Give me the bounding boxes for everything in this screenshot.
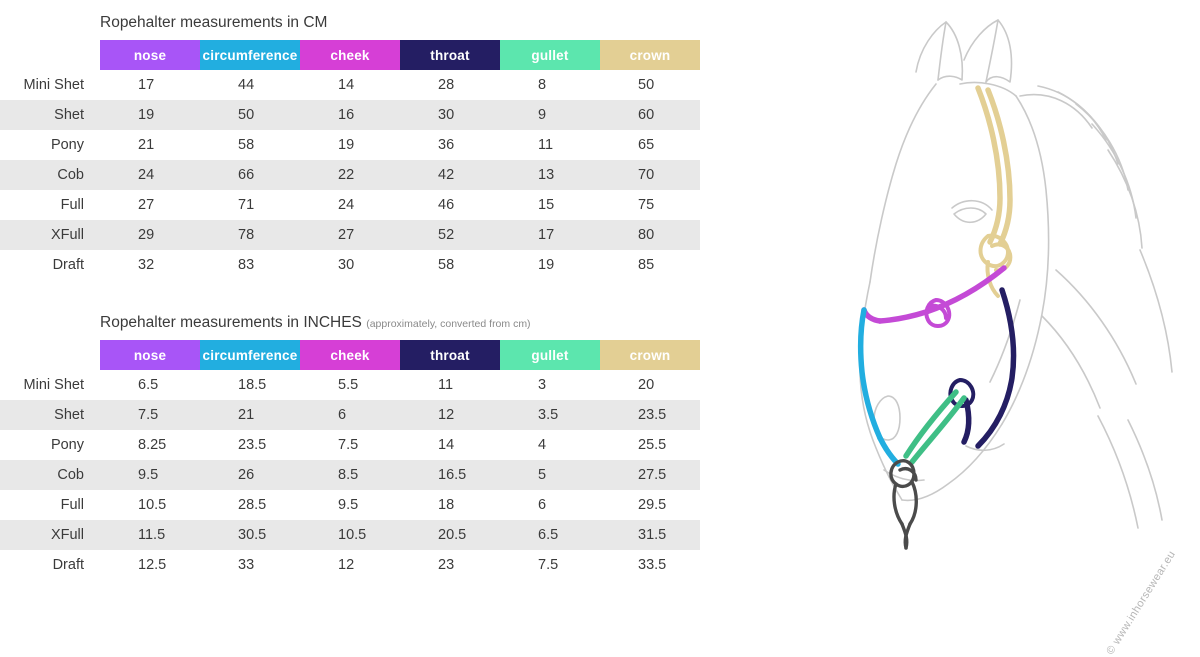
row-label: XFull bbox=[0, 520, 100, 550]
cell-nose: 24 bbox=[100, 160, 200, 190]
cell-circumference: 30.5 bbox=[200, 520, 300, 550]
column-header-throat: throat bbox=[400, 340, 500, 370]
table-row bbox=[0, 70, 700, 100]
knot-crown bbox=[981, 236, 1011, 296]
cell-throat: 28 bbox=[438, 77, 455, 93]
table-row bbox=[0, 490, 700, 520]
table-row bbox=[0, 550, 700, 580]
cell-cheek: 5.5 bbox=[338, 377, 359, 393]
column-header-gullet: gullet bbox=[500, 340, 600, 370]
table-header-row bbox=[0, 340, 700, 370]
cell-circumference: 50 bbox=[200, 100, 300, 130]
cell-circumference: 26 bbox=[200, 460, 300, 490]
column-header-nose: nose bbox=[100, 340, 200, 370]
cell-circumference: 44 bbox=[238, 77, 255, 93]
column-header-circumference: circumference bbox=[200, 340, 300, 370]
cell-cheek: 27 bbox=[300, 220, 400, 250]
cell-crown: 33.5 bbox=[638, 557, 667, 573]
cell-throat: 36 bbox=[438, 137, 455, 153]
cell-nose: 12.5 bbox=[138, 557, 167, 573]
table-row bbox=[0, 430, 700, 460]
cell-throat: 23 bbox=[438, 557, 455, 573]
cell-circumference: 71 bbox=[238, 197, 255, 213]
cell-gullet: 4 bbox=[538, 437, 547, 453]
cell-gullet: 17 bbox=[500, 220, 600, 250]
cell-cheek: 8.5 bbox=[300, 460, 400, 490]
row-label: Shet bbox=[0, 400, 100, 430]
cell-gullet: 3.5 bbox=[500, 400, 600, 430]
cell-throat: 11 bbox=[438, 377, 454, 393]
cell-nose: 10.5 bbox=[138, 497, 167, 513]
row-label: Draft bbox=[52, 557, 84, 573]
cell-nose: 19 bbox=[100, 100, 200, 130]
table-corner-cell bbox=[0, 40, 100, 70]
cell-throat: 14 bbox=[438, 437, 455, 453]
cell-crown: 70 bbox=[600, 160, 700, 190]
cell-crown: 75 bbox=[638, 197, 655, 213]
cell-cheek: 22 bbox=[300, 160, 400, 190]
cell-crown: 29.5 bbox=[638, 497, 667, 513]
cell-circumference: 58 bbox=[238, 137, 255, 153]
cell-cheek: 10.5 bbox=[300, 520, 400, 550]
row-label: Full bbox=[60, 197, 84, 213]
cell-cheek: 14 bbox=[338, 77, 355, 93]
horse-head-svg bbox=[720, 0, 1200, 600]
cm-table-block bbox=[0, 14, 715, 280]
horse-head-illustration bbox=[720, 0, 1200, 657]
cell-circumference: 28.5 bbox=[238, 497, 267, 513]
column-header-nose: nose bbox=[100, 40, 200, 70]
cell-cheek: 7.5 bbox=[338, 437, 359, 453]
inches-measurements-table bbox=[0, 340, 700, 580]
cell-nose: 32 bbox=[138, 257, 155, 273]
row-label: Cob bbox=[0, 460, 100, 490]
row-label: Full bbox=[60, 497, 84, 513]
cell-throat: 12 bbox=[400, 400, 500, 430]
cell-crown: 60 bbox=[600, 100, 700, 130]
rope-circumference bbox=[861, 310, 880, 438]
cell-gullet: 3 bbox=[538, 377, 547, 393]
cell-throat: 58 bbox=[438, 257, 455, 273]
rope-cheek bbox=[880, 268, 1004, 321]
cell-throat: 52 bbox=[400, 220, 500, 250]
inches-table-block bbox=[0, 314, 715, 580]
cell-gullet: 8 bbox=[538, 77, 547, 93]
table-row bbox=[0, 370, 700, 400]
table-row bbox=[0, 100, 700, 130]
table-row bbox=[0, 400, 700, 430]
cell-nose: 6.5 bbox=[138, 377, 159, 393]
column-header-throat: throat bbox=[400, 40, 500, 70]
cell-gullet: 15 bbox=[538, 197, 555, 213]
cell-throat: 46 bbox=[438, 197, 455, 213]
cell-gullet: 5 bbox=[500, 460, 600, 490]
cell-circumference: 83 bbox=[238, 257, 255, 273]
cell-nose: 21 bbox=[138, 137, 155, 153]
cell-circumference: 66 bbox=[200, 160, 300, 190]
cm-table-title-text: Ropehalter measurements in CM bbox=[100, 14, 328, 31]
row-label: Mini Shet bbox=[23, 377, 84, 393]
column-header-gullet: gullet bbox=[500, 40, 600, 70]
cell-cheek: 16 bbox=[300, 100, 400, 130]
table-corner-cell bbox=[0, 340, 100, 370]
cell-throat: 20.5 bbox=[400, 520, 500, 550]
row-label: Draft bbox=[52, 257, 84, 273]
row-label: XFull bbox=[0, 220, 100, 250]
table-row bbox=[0, 190, 700, 220]
cell-crown: 25.5 bbox=[638, 437, 667, 453]
row-label: Pony bbox=[50, 137, 84, 153]
cell-throat: 16.5 bbox=[400, 460, 500, 490]
cell-throat: 30 bbox=[400, 100, 500, 130]
cell-circumference: 23.5 bbox=[238, 437, 267, 453]
column-header-cheek: cheek bbox=[300, 40, 400, 70]
cell-nose: 11.5 bbox=[100, 520, 200, 550]
table-row bbox=[0, 520, 700, 550]
table-row bbox=[0, 220, 700, 250]
cell-circumference: 78 bbox=[200, 220, 300, 250]
cell-crown: 50 bbox=[638, 77, 655, 93]
cell-cheek: 24 bbox=[338, 197, 355, 213]
cell-cheek: 9.5 bbox=[338, 497, 359, 513]
table-row bbox=[0, 250, 700, 280]
cell-nose: 17 bbox=[138, 77, 155, 93]
cell-cheek: 30 bbox=[338, 257, 355, 273]
cell-crown: 23.5 bbox=[600, 400, 700, 430]
cell-crown: 27.5 bbox=[600, 460, 700, 490]
cell-nose: 27 bbox=[138, 197, 155, 213]
inches-table-title-text: Ropehalter measurements in INCHES bbox=[100, 314, 362, 331]
table-row bbox=[0, 460, 700, 490]
cell-gullet: 19 bbox=[538, 257, 555, 273]
cell-gullet: 13 bbox=[500, 160, 600, 190]
cell-cheek: 6 bbox=[300, 400, 400, 430]
cell-gullet: 6.5 bbox=[500, 520, 600, 550]
cell-circumference: 33 bbox=[238, 557, 255, 573]
cell-crown: 85 bbox=[638, 257, 655, 273]
cell-nose: 9.5 bbox=[100, 460, 200, 490]
cell-cheek: 19 bbox=[338, 137, 355, 153]
cell-throat: 42 bbox=[400, 160, 500, 190]
cell-nose: 8.25 bbox=[138, 437, 167, 453]
column-header-crown: crown bbox=[600, 340, 700, 370]
cm-table-title bbox=[100, 14, 715, 32]
column-header-circumference: circumference bbox=[200, 40, 300, 70]
cell-circumference: 21 bbox=[200, 400, 300, 430]
inches-table-title bbox=[100, 314, 715, 332]
row-label: Shet bbox=[0, 100, 100, 130]
cell-circumference: 18.5 bbox=[238, 377, 267, 393]
cell-nose: 29 bbox=[100, 220, 200, 250]
cell-gullet: 9 bbox=[500, 100, 600, 130]
cell-gullet: 6 bbox=[538, 497, 547, 513]
cell-crown: 31.5 bbox=[600, 520, 700, 550]
table-header-row bbox=[0, 40, 700, 70]
table-row bbox=[0, 160, 700, 190]
watermark: © www.inhorsewear.eu bbox=[1104, 548, 1178, 657]
cell-nose: 7.5 bbox=[100, 400, 200, 430]
knot-bottom bbox=[891, 461, 916, 548]
cell-throat: 18 bbox=[438, 497, 455, 513]
rope-gullet bbox=[906, 392, 956, 456]
cell-gullet: 7.5 bbox=[538, 557, 559, 573]
ropehalter-overlay bbox=[861, 88, 1014, 548]
cell-crown: 20 bbox=[638, 377, 655, 393]
row-label: Mini Shet bbox=[23, 77, 84, 93]
cell-crown: 80 bbox=[600, 220, 700, 250]
inches-table-subtitle: (approximately, converted from cm) bbox=[366, 318, 531, 330]
row-label: Cob bbox=[0, 160, 100, 190]
row-label: Pony bbox=[50, 437, 84, 453]
column-header-crown: crown bbox=[600, 40, 700, 70]
cm-measurements-table bbox=[0, 40, 700, 280]
table-row bbox=[0, 130, 700, 160]
cell-gullet: 11 bbox=[538, 137, 554, 153]
cell-cheek: 12 bbox=[338, 557, 355, 573]
cell-crown: 65 bbox=[638, 137, 655, 153]
column-header-cheek: cheek bbox=[300, 340, 400, 370]
